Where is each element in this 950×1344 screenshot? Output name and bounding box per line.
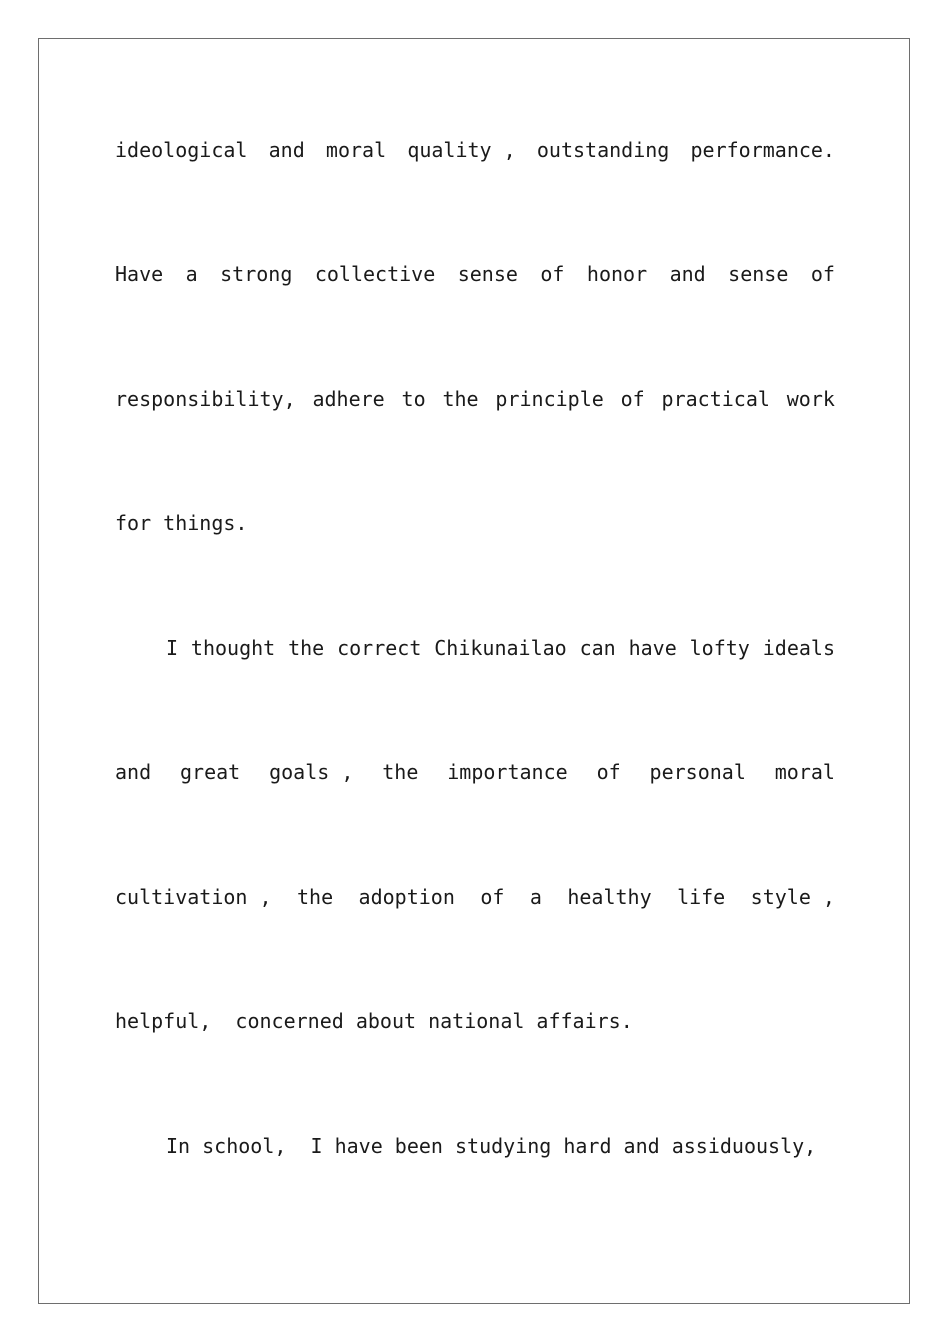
paragraph-line-7 <box>115 884 835 910</box>
paragraph-line-2 <box>115 261 835 287</box>
word: adhere <box>312 387 385 411</box>
word: collective <box>314 262 436 286</box>
word: of <box>810 262 835 286</box>
word: ideological <box>115 138 248 162</box>
word: and <box>268 138 305 162</box>
paragraph-line-3 <box>115 386 835 412</box>
word: Chikunailao <box>434 636 567 660</box>
word: of <box>540 262 565 286</box>
word: a <box>529 885 542 909</box>
word: practical <box>661 387 770 411</box>
word: strong <box>220 262 293 286</box>
word: moral <box>325 138 387 162</box>
word: have <box>628 636 677 660</box>
word: principle <box>495 387 604 411</box>
word: quality , <box>407 138 516 162</box>
paragraph-line-1 <box>115 137 835 163</box>
word: honor <box>586 262 648 286</box>
word: sense <box>457 262 518 286</box>
word: personal <box>649 760 746 784</box>
word: responsibility, <box>115 387 296 411</box>
word: the <box>382 760 419 784</box>
paragraph-line-4: for things. <box>115 511 248 535</box>
page-border <box>38 38 910 1304</box>
word: to <box>401 387 426 411</box>
word: lofty <box>689 636 750 660</box>
word: work <box>786 387 835 411</box>
word: adoption <box>358 885 455 909</box>
paragraph-line-5 <box>115 635 835 661</box>
word: style , <box>750 885 835 909</box>
word: outstanding <box>536 138 670 162</box>
word: moral <box>774 760 835 784</box>
word: sense <box>728 262 789 286</box>
word: cultivation , <box>115 885 272 909</box>
word: goals , <box>269 760 354 784</box>
word: performance. <box>690 138 835 162</box>
word: life <box>677 885 726 909</box>
word: the <box>442 387 479 411</box>
word: healthy <box>567 885 652 909</box>
paragraph-line-6 <box>115 759 835 785</box>
word: of <box>480 885 505 909</box>
word: the <box>296 885 334 909</box>
word: I <box>166 636 179 660</box>
paragraph-line-9: In school, I have been studying hard and assiduously, <box>166 1134 817 1158</box>
word: the <box>288 636 325 660</box>
word: of <box>620 387 645 411</box>
word: can <box>579 636 616 660</box>
paragraph-line-8: helpful, concerned about national affairs. <box>115 1009 633 1033</box>
word: a <box>185 262 198 286</box>
word: and <box>115 760 152 784</box>
word: and <box>669 262 706 286</box>
word: importance <box>447 760 568 784</box>
word: Have <box>115 262 164 286</box>
word: correct <box>337 636 422 660</box>
word: thought <box>190 636 276 660</box>
word: of <box>596 760 621 784</box>
word: ideals <box>762 636 835 660</box>
word: great <box>180 760 241 784</box>
